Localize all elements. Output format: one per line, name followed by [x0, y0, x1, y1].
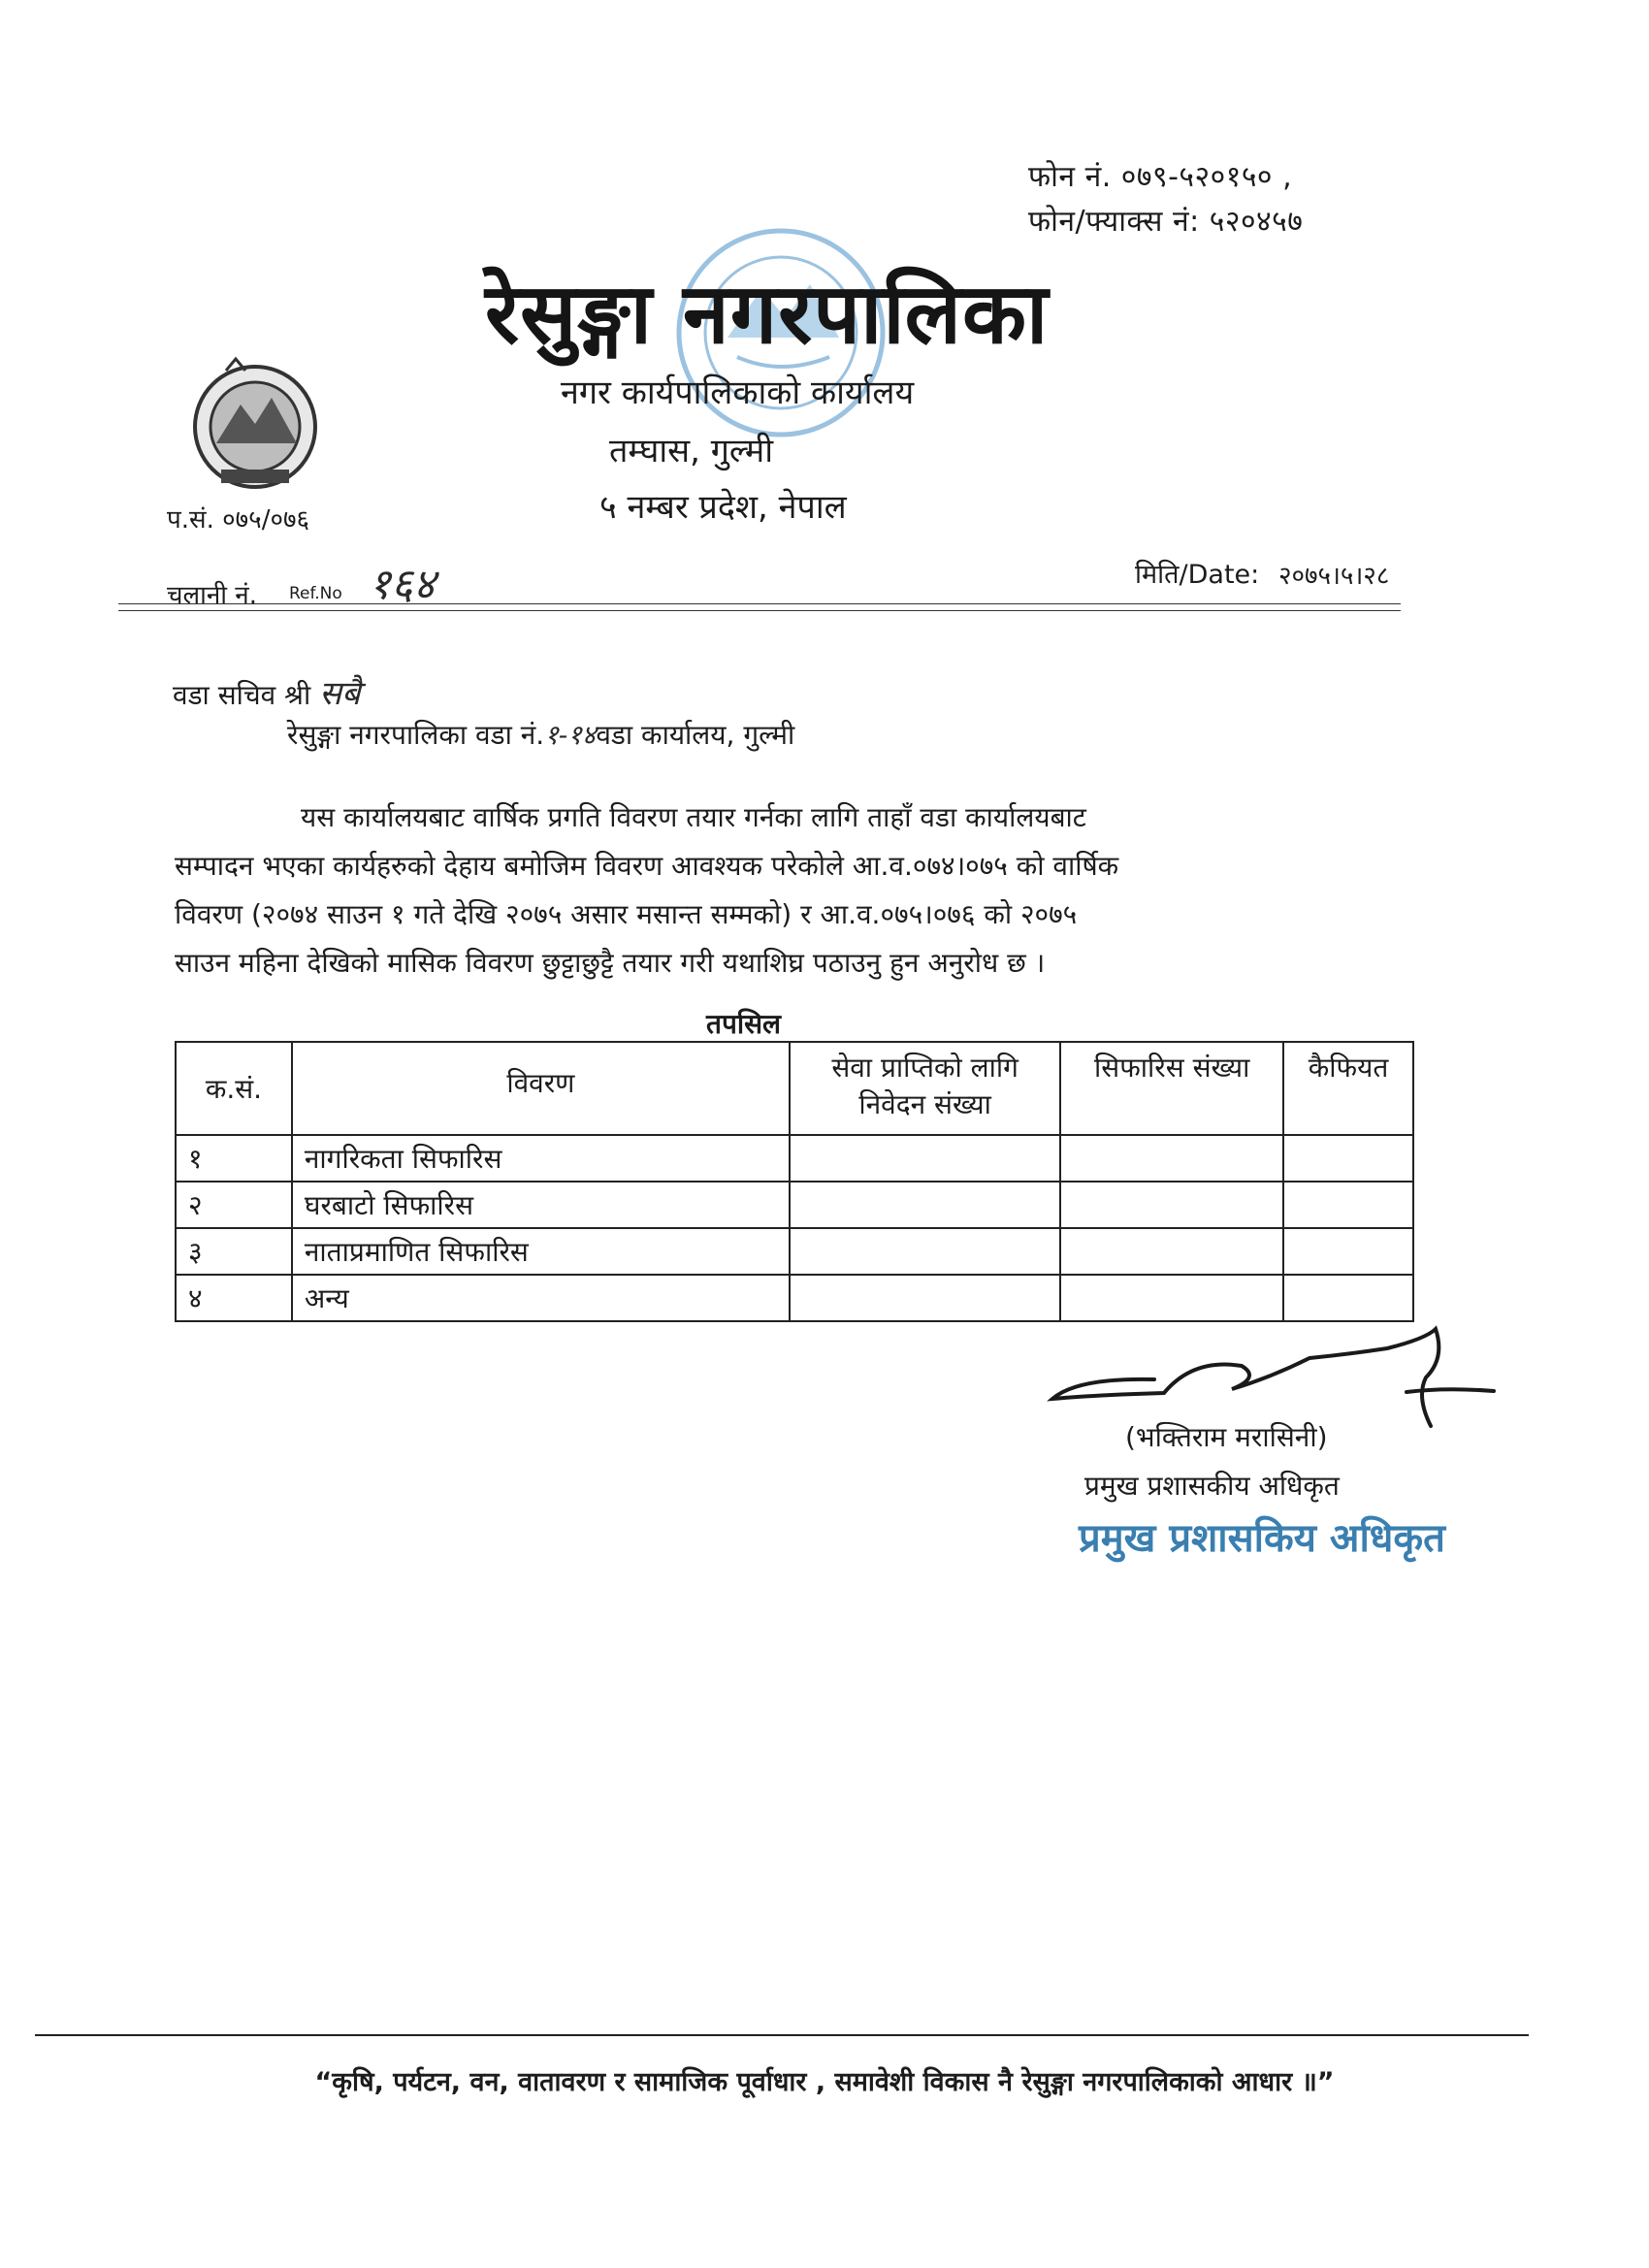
header-description: विवरण — [292, 1042, 790, 1135]
row-sn: ४ — [176, 1275, 292, 1321]
table-caption: तपसिल — [706, 1008, 782, 1040]
signatory-name: (भक्तिराम मरासिनी) — [1125, 1421, 1328, 1453]
row-item: नाताप्रमाणित सिफारिस — [292, 1228, 790, 1275]
addressee-line1 — [173, 669, 361, 714]
header-remarks: कैफियत — [1283, 1042, 1413, 1135]
table-row — [176, 1182, 1413, 1228]
table-row — [176, 1228, 1413, 1275]
row-application-cell — [790, 1228, 1061, 1275]
row-recommendation-cell — [1060, 1135, 1283, 1182]
addressee-prefix: वडा सचिव श्री — [173, 679, 311, 711]
date-label: मिति/Date: — [1135, 560, 1260, 590]
row-sn: ३ — [176, 1228, 292, 1275]
table-row — [176, 1275, 1413, 1321]
table-header-row — [176, 1042, 1413, 1135]
designation-stamp: प्रमुख प्रशासकिय अधिकृत — [1079, 1516, 1445, 1561]
body-line-3: विवरण (२०७४ साउन १ गते देखि २०७५ असार मसान्त सम्मको) र आ.व.०७५।०७६ को २०७५ — [175, 898, 1078, 930]
dispatch-number: १६४ — [369, 560, 436, 609]
footer-motto: “कृषि, पर्यटन, वन, वातावरण र सामाजिक पूर्वाधार , समावेशी विकास नै रेसुङ्गा नगरपालिकाको आधार ॥” — [314, 2067, 1335, 2097]
phone-number: फोन नं. ०७९-५२०१५० , — [1028, 160, 1293, 194]
row-recommendation-cell — [1060, 1228, 1283, 1275]
office-location: तम्घास, गुल्मी — [609, 432, 774, 470]
addressee-municipality: रेसुङ्गा नगरपालिका वडा नं. — [287, 719, 545, 751]
details-table — [175, 1041, 1414, 1322]
row-remarks-cell — [1283, 1228, 1413, 1275]
row-sn: १ — [176, 1135, 292, 1182]
signatory-title: प्रमुख प्रशासकीय अधिकृत — [1084, 1470, 1340, 1502]
body-line-1: यस कार्यालयबाट वार्षिक प्रगति विवरण तयार गर्नका लागि ताहाँ वडा कार्यालयबाट — [301, 801, 1086, 833]
header-recommendation-count: सिफारिस संख्या — [1060, 1042, 1283, 1135]
row-item: घरबाटो सिफारिस — [292, 1182, 790, 1228]
header-divider — [118, 603, 1401, 611]
header-application-count: सेवा प्राप्तिको लागि निवेदन संख्या — [790, 1042, 1061, 1135]
addressee-ward: १-१४ — [544, 719, 597, 751]
addressee-line2 — [287, 716, 794, 753]
addressee-office: वडा कार्यालय, गुल्मी — [596, 719, 795, 751]
fax-number: फोन/फ्याक्स नं: ५२०४५७ — [1028, 205, 1304, 239]
row-application-cell — [790, 1135, 1061, 1182]
row-remarks-cell — [1283, 1182, 1413, 1228]
office-name: नगर कार्यपालिकाको कार्यालय — [561, 373, 915, 412]
date-value: २०७५।५।२८ — [1278, 562, 1390, 591]
ref-label: Ref.No — [289, 584, 342, 603]
addressee-name: सबै — [319, 674, 361, 713]
row-item: अन्य — [292, 1275, 790, 1321]
body-line-4: साउन महिना देखिको मासिक विवरण छुट्टाछुट्टै तयार गरी यथाशिघ्र पठाउनु हुन अनुरोध छ । — [175, 947, 1046, 979]
header-sn: क.सं. — [176, 1042, 292, 1135]
table-row — [176, 1135, 1413, 1182]
row-remarks-cell — [1283, 1135, 1413, 1182]
row-recommendation-cell — [1060, 1182, 1283, 1228]
row-sn: २ — [176, 1182, 292, 1228]
nepal-emblem-icon — [182, 351, 328, 497]
province: ५ नम्बर प्रदेश, नेपाल — [599, 488, 847, 527]
footer-divider — [35, 2034, 1529, 2036]
body-line-2: सम्पादन भएका कार्यहरुको देहाय बमोजिम विवरण आवश्यक परेकोले आ.व.०७४।०७५ को वार्षिक — [175, 850, 1119, 882]
row-recommendation-cell — [1060, 1275, 1283, 1321]
row-application-cell — [790, 1275, 1061, 1321]
row-item: नागरिकता सिफारिस — [292, 1135, 790, 1182]
fiscal-year: प.सं. ०७५/०७६ — [167, 505, 310, 535]
municipality-name: रेसुङ्गा नगरपालिका — [485, 266, 1050, 363]
row-application-cell — [790, 1182, 1061, 1228]
row-remarks-cell — [1283, 1275, 1413, 1321]
dispatch-label: चलानी नं. — [167, 581, 257, 610]
